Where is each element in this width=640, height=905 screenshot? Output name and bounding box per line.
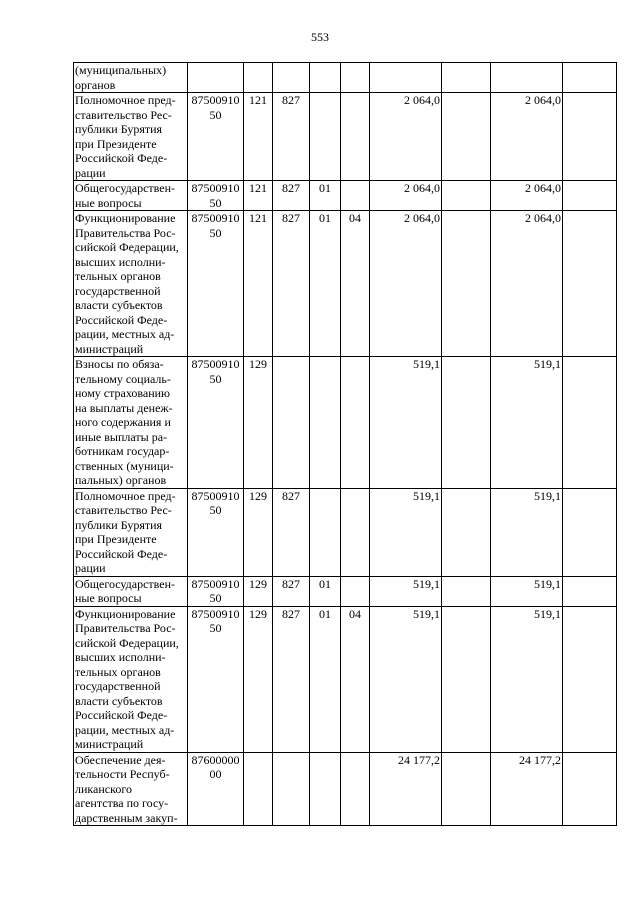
target-article-line: 87500910 (191, 576, 240, 591)
name-line: Взносы по обяза- (75, 357, 164, 371)
name-line: ные вопросы (75, 591, 142, 605)
cell-expense-type: 121 (244, 211, 273, 357)
cell-sum-4 (563, 93, 617, 181)
name-line: Обеспечение дея- (75, 752, 166, 767)
name-line: ликанского (75, 781, 132, 796)
table-row (74, 63, 617, 93)
name-line: Правительства Рос- (75, 225, 176, 240)
cell-name (74, 752, 188, 826)
name-line: высших исполни- (75, 254, 166, 269)
cell-sum-2 (442, 606, 491, 752)
target-article-line: 50 (209, 371, 222, 386)
name-line: высших исполни- (75, 650, 166, 664)
name-line: при Президенте (75, 532, 157, 546)
cell-target-article (188, 93, 244, 181)
target-article-line: 50 (209, 195, 222, 210)
cell-ministry-code (273, 752, 310, 826)
cell-sum-1: 2 064,0 (370, 181, 442, 211)
cell-sum-2 (442, 576, 491, 606)
cell-sum-3: 24 177,2 (491, 752, 563, 826)
target-article-line: 50 (209, 591, 222, 605)
cell-sum-1: 2 064,0 (370, 211, 442, 357)
table-row (74, 93, 617, 181)
cell-expense-type: 121 (244, 181, 273, 211)
cell-target-article (188, 576, 244, 606)
cell-sum-3: 519,1 (491, 488, 563, 576)
name-line: Полномочное пред- (75, 93, 176, 107)
name-line: сийской Федерации, (75, 240, 179, 254)
cell-section: 01 (310, 606, 341, 752)
cell-sum-3 (491, 63, 563, 93)
name-line: пальных) органов (75, 473, 167, 487)
name-line: Полномочное пред- (75, 488, 176, 503)
cell-ministry-code: 827 (273, 576, 310, 606)
cell-sum-1: 24 177,2 (370, 752, 442, 826)
cell-sum-1: 519,1 (370, 357, 442, 489)
name-line: Функционирование (75, 606, 176, 621)
name-line: рации, местных ад- (75, 722, 175, 737)
name-line: власти субъектов (75, 693, 163, 708)
cell-sum-4 (563, 488, 617, 576)
cell-subsection (341, 576, 370, 606)
cell-sum-1: 519,1 (370, 606, 442, 752)
cell-subsection: 04 (341, 211, 370, 357)
target-article-line: 50 (209, 503, 222, 517)
name-line: иные выплаты ра- (75, 429, 168, 444)
name-line: государственной (75, 679, 161, 693)
cell-sum-1: 519,1 (370, 576, 442, 606)
cell-subsection (341, 181, 370, 211)
target-article-line: 50 (209, 225, 222, 240)
target-article-line: 87600000 (191, 752, 240, 767)
cell-name (74, 606, 188, 752)
target-article-line: 87500910 (191, 211, 240, 225)
name-line: при Президенте (75, 136, 157, 151)
cell-target-article (188, 752, 244, 826)
cell-expense-type (244, 752, 273, 826)
cell-ministry-code: 827 (273, 93, 310, 181)
cell-name (74, 488, 188, 576)
cell-ministry-code (273, 63, 310, 93)
name-line: министраций (75, 341, 144, 356)
cell-name (74, 181, 188, 211)
cell-name (74, 576, 188, 606)
name-line: органов (75, 77, 116, 92)
budget-table (73, 62, 617, 826)
cell-sum-3: 2 064,0 (491, 211, 563, 357)
cell-sum-4 (563, 576, 617, 606)
cell-sum-3: 519,1 (491, 576, 563, 606)
cell-target-article (188, 488, 244, 576)
name-line: рации, местных ад- (75, 327, 175, 341)
cell-section: 01 (310, 211, 341, 357)
cell-target-article (188, 181, 244, 211)
name-line: сийской Федерации, (75, 635, 179, 650)
cell-section (310, 488, 341, 576)
name-line: ставительство Рес- (75, 503, 172, 517)
target-article-line: 50 (209, 107, 222, 122)
name-line: ственных (муници- (75, 458, 174, 473)
cell-sum-1: 2 064,0 (370, 93, 442, 181)
table-row (74, 576, 617, 606)
cell-ministry-code: 827 (273, 181, 310, 211)
table-row (74, 357, 617, 489)
target-article-line: 87500910 (191, 181, 240, 195)
cell-ministry-code: 827 (273, 606, 310, 752)
cell-sum-1 (370, 63, 442, 93)
cell-sum-3: 2 064,0 (491, 181, 563, 211)
target-article-line: 50 (209, 621, 222, 635)
cell-sum-2 (442, 357, 491, 489)
cell-section (310, 357, 341, 489)
cell-subsection (341, 752, 370, 826)
cell-subsection (341, 488, 370, 576)
name-line: тельному социаль- (75, 371, 171, 386)
cell-sum-2 (442, 93, 491, 181)
cell-expense-type: 129 (244, 357, 273, 489)
cell-name (74, 211, 188, 357)
cell-target-article (188, 63, 244, 93)
name-line: публики Бурятия (75, 122, 163, 136)
name-line: (муниципальных) (75, 63, 167, 77)
cell-section (310, 63, 341, 93)
cell-name (74, 63, 188, 93)
name-line: ставительство Рес- (75, 107, 172, 122)
target-article-line: 87500910 (191, 488, 240, 503)
cell-sum-3: 519,1 (491, 606, 563, 752)
cell-sum-2 (442, 211, 491, 357)
name-line: ного содержания и (75, 415, 171, 429)
cell-name (74, 357, 188, 489)
table-row (74, 488, 617, 576)
cell-expense-type: 129 (244, 488, 273, 576)
cell-sum-4 (563, 211, 617, 357)
name-line: Российской Феде- (75, 708, 168, 722)
name-line: Российской Феде- (75, 151, 168, 165)
cell-sum-2 (442, 63, 491, 93)
cell-sum-2 (442, 488, 491, 576)
table-row (74, 606, 617, 752)
cell-sum-4 (563, 181, 617, 211)
target-article-line: 00 (209, 767, 222, 781)
name-line: тельности Респуб- (75, 767, 170, 781)
cell-target-article (188, 357, 244, 489)
cell-sum-3: 519,1 (491, 357, 563, 489)
name-line: власти субъектов (75, 298, 163, 312)
name-line: Российской Феде- (75, 312, 168, 327)
cell-subsection: 04 (341, 606, 370, 752)
cell-sum-4 (563, 752, 617, 826)
target-article-line: 87500910 (191, 606, 240, 621)
cell-target-article (188, 606, 244, 752)
name-line: агентства по госу- (75, 796, 169, 810)
cell-section: 01 (310, 576, 341, 606)
cell-expense-type: 129 (244, 606, 273, 752)
cell-name (74, 93, 188, 181)
cell-sum-4 (563, 606, 617, 752)
name-line: рации (75, 561, 106, 575)
cell-subsection (341, 357, 370, 489)
name-line: Общегосударствен- (75, 181, 176, 195)
cell-subsection (341, 63, 370, 93)
cell-sum-4 (563, 357, 617, 489)
cell-target-article (188, 211, 244, 357)
page-number: 553 (311, 30, 329, 44)
cell-expense-type (244, 63, 273, 93)
table-body (74, 63, 617, 826)
cell-ministry-code (273, 357, 310, 489)
name-line: тельных органов (75, 269, 161, 283)
name-line: ботникам государ- (75, 444, 170, 458)
cell-sum-3: 2 064,0 (491, 93, 563, 181)
cell-section (310, 752, 341, 826)
name-line: Российской Феде- (75, 546, 168, 561)
cell-sum-2 (442, 752, 491, 826)
cell-section: 01 (310, 181, 341, 211)
cell-ministry-code: 827 (273, 211, 310, 357)
name-line: рации (75, 165, 106, 180)
cell-expense-type: 121 (244, 93, 273, 181)
target-article-line: 87500910 (191, 357, 240, 371)
name-line: ные вопросы (75, 195, 142, 210)
cell-sum-1: 519,1 (370, 488, 442, 576)
cell-section (310, 93, 341, 181)
cell-sum-4 (563, 63, 617, 93)
cell-ministry-code: 827 (273, 488, 310, 576)
table-row (74, 211, 617, 357)
name-line: тельных органов (75, 664, 161, 679)
target-article-line: 87500910 (191, 93, 240, 107)
name-line: на выплаты денеж- (75, 400, 173, 415)
table-row (74, 181, 617, 211)
name-line: дарственным закуп- (75, 810, 178, 825)
cell-expense-type: 129 (244, 576, 273, 606)
name-line: министраций (75, 737, 144, 751)
cell-sum-2 (442, 181, 491, 211)
name-line: Правительства Рос- (75, 621, 176, 635)
name-line: ному страхованию (75, 386, 171, 400)
name-line: публики Бурятия (75, 517, 163, 532)
name-line: Функционирование (75, 211, 176, 225)
name-line: Общегосударствен- (75, 576, 176, 591)
name-line: государственной (75, 283, 161, 298)
cell-subsection (341, 93, 370, 181)
table-row (74, 752, 617, 826)
